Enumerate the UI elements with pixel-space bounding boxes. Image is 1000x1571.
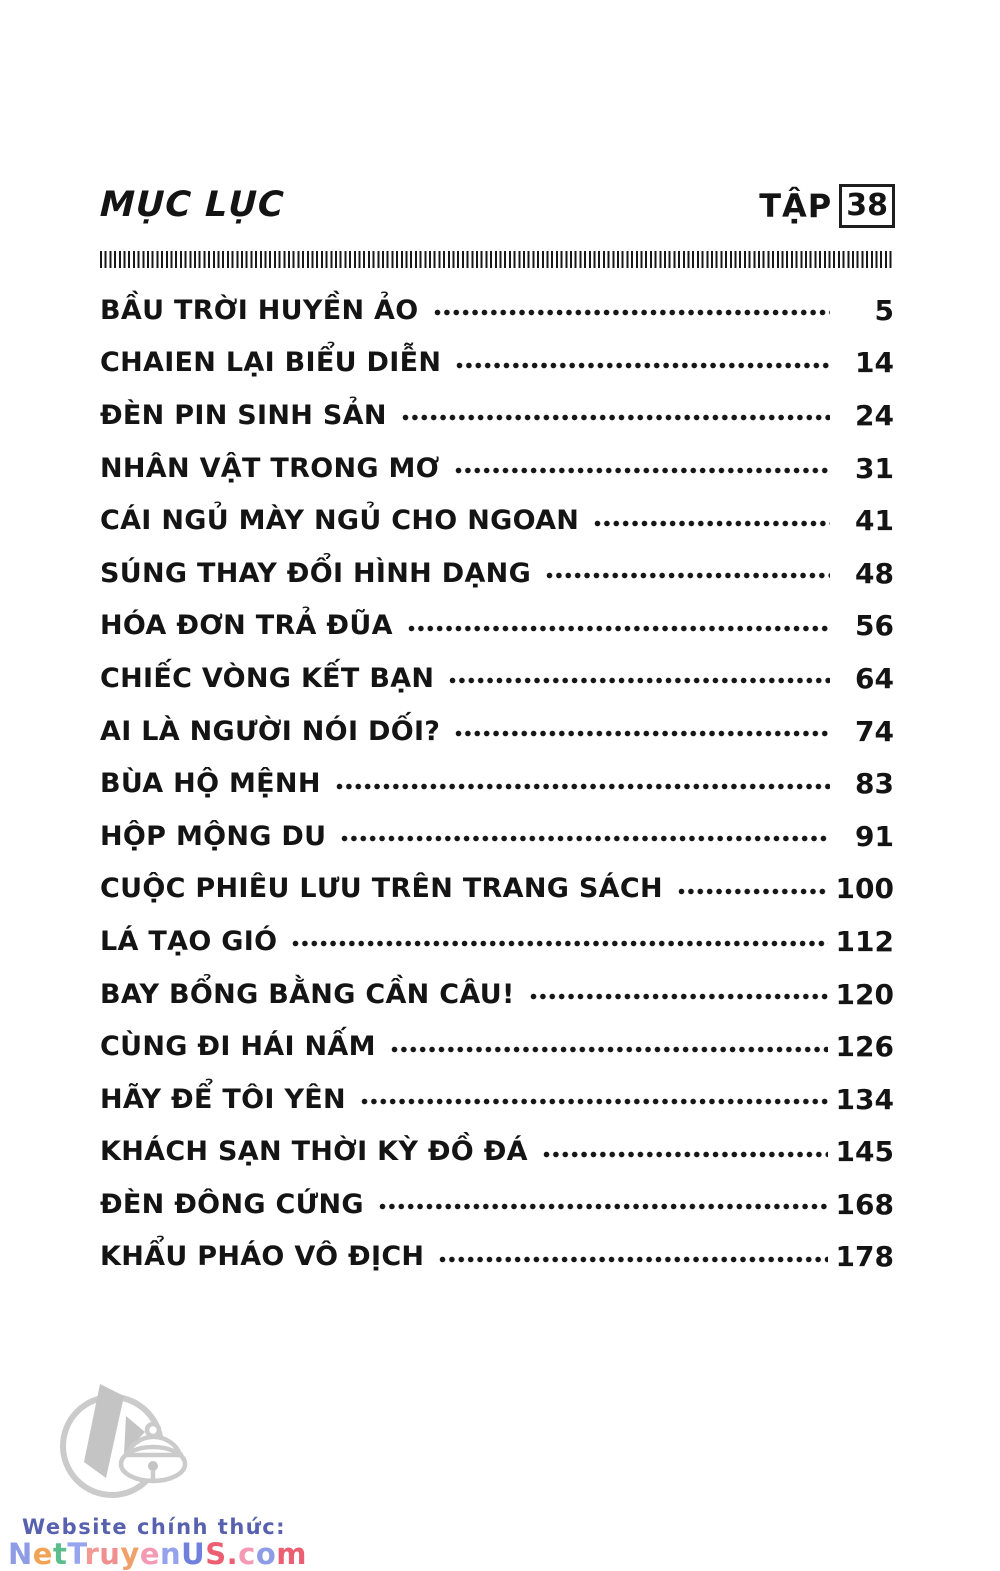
chapter-title: KHÁCH SẠN THỜI KỲ ĐỒ ĐÁ [100, 1136, 528, 1168]
site-name-letter: t [52, 1537, 68, 1571]
page-number: 126 [835, 1030, 894, 1064]
page-number: 145 [835, 1135, 894, 1169]
nettruyen-doraemon-logo [50, 1372, 190, 1502]
dot-leader [529, 990, 828, 1003]
toc-row [100, 1020, 894, 1073]
toc-row [100, 600, 894, 653]
volume-number-box: 38 [839, 184, 895, 228]
page-number: 48 [855, 556, 894, 590]
page-number: 56 [855, 609, 894, 643]
dot-leader [390, 1043, 828, 1056]
dot-leader [438, 1253, 827, 1266]
page-number: 178 [835, 1240, 894, 1274]
toc-row [100, 968, 894, 1021]
toc-row [100, 494, 894, 547]
toc-row [100, 1073, 894, 1126]
toc-row [100, 284, 894, 337]
page-number: 64 [855, 661, 894, 695]
toc-row [100, 1231, 894, 1284]
toc-row [100, 705, 894, 758]
site-name-watermark [8, 1537, 307, 1571]
dot-leader [455, 359, 830, 372]
chapter-title: CUỘC PHIÊU LƯU TRÊN TRANG SÁCH [100, 873, 663, 905]
toc-row [100, 915, 894, 968]
page-number: 41 [855, 504, 894, 538]
site-name-letter: . [226, 1537, 239, 1571]
toc-row [100, 863, 894, 916]
toc-list [100, 284, 894, 1283]
chapter-title: BÙA HỘ MỆNH [100, 768, 321, 800]
chapter-title: CHAIEN LẠI BIỂU DIỄN [100, 347, 442, 379]
site-name-letter: e [32, 1537, 53, 1571]
toc-row [100, 757, 894, 810]
page-number: 168 [835, 1187, 894, 1221]
dot-leader [677, 885, 828, 898]
toc-row [100, 1178, 894, 1231]
site-name-letter: y [120, 1537, 140, 1571]
page-number: 120 [835, 977, 894, 1011]
dot-leader [291, 937, 827, 950]
page-number: 100 [835, 872, 894, 906]
dot-leader [401, 411, 830, 424]
toc-row [100, 442, 894, 495]
toc-row [100, 810, 894, 863]
dot-leader [340, 832, 830, 845]
dot-leader [593, 517, 830, 530]
page-number: 14 [855, 346, 894, 380]
chapter-title: CÙNG ĐI HÁI NẤM [100, 1031, 376, 1063]
page-title: MỤC LỤC [99, 185, 286, 225]
site-name-letter: N [8, 1537, 33, 1571]
dot-leader [360, 1095, 828, 1108]
chapter-title: BAY BỔNG BẰNG CẦN CÂU! [100, 978, 515, 1010]
dot-leader [448, 674, 830, 687]
volume-label: TẬP [759, 187, 833, 225]
chapter-title: KHẨU PHÁO VÔ ĐỊCH [100, 1241, 425, 1273]
volume-indicator [759, 184, 895, 228]
chapter-title: SÚNG THAY ĐỔI HÌNH DẠNG [100, 557, 532, 589]
site-name-letter: S [205, 1537, 227, 1571]
hatched-divider [100, 251, 894, 268]
site-name-letter: r [84, 1537, 100, 1571]
page-number: 91 [855, 819, 894, 853]
chapter-title: HỘP MỘNG DU [100, 820, 327, 852]
chapter-title: AI LÀ NGƯỜI NÓI DỐI? [100, 715, 441, 747]
chapter-title: LÁ TẠO GIÓ [100, 925, 278, 957]
dot-leader [545, 569, 830, 582]
dot-leader [335, 780, 830, 793]
page-number: 134 [835, 1082, 894, 1116]
toc-header [100, 184, 895, 228]
logo-sail [84, 1384, 124, 1478]
chapter-title: ĐÈN ĐÔNG CỨNG [100, 1188, 364, 1220]
site-name-letter: U [181, 1537, 206, 1571]
site-name-letter: T [67, 1537, 85, 1571]
site-name-letter: u [99, 1537, 121, 1571]
dot-leader [454, 727, 830, 740]
page-number: 83 [855, 767, 894, 801]
site-name-letter: m [276, 1537, 307, 1571]
chapter-title: CHIẾC VÒNG KẾT BẠN [100, 662, 435, 694]
site-name-letter: e [139, 1537, 160, 1571]
site-name-letter: n [159, 1537, 182, 1571]
dot-leader [433, 306, 830, 319]
site-name-letter: c [238, 1537, 256, 1571]
chapter-title: HÓA ĐƠN TRẢ ĐŨA [100, 610, 393, 642]
dot-leader [454, 464, 830, 477]
dot-leader [542, 1148, 828, 1161]
dot-leader [378, 1200, 828, 1213]
chapter-title: BẦU TRỜI HUYỀN ẢO [100, 294, 419, 326]
page-number: 24 [855, 398, 894, 432]
official-site-label: Website chính thức: [22, 1515, 287, 1539]
toc-row [100, 547, 894, 600]
site-name-letter: o [255, 1537, 277, 1571]
chapter-title: NHÂN VẬT TRONG MƠ [100, 452, 440, 484]
chapter-title: ĐÈN PIN SINH SẢN [100, 399, 387, 431]
dot-leader [407, 622, 830, 635]
toc-row [100, 652, 894, 705]
page-number: 112 [835, 924, 894, 958]
toc-row [100, 389, 894, 442]
chapter-title: CÁI NGỦ MÀY NGỦ CHO NGOAN [100, 505, 580, 537]
toc-row [100, 1126, 894, 1179]
page-number: 5 [874, 293, 894, 327]
chapter-title: HÃY ĐỂ TÔI YÊN [100, 1083, 346, 1115]
toc-row [100, 337, 894, 390]
page-number: 31 [855, 451, 894, 485]
page-number: 74 [855, 714, 894, 748]
